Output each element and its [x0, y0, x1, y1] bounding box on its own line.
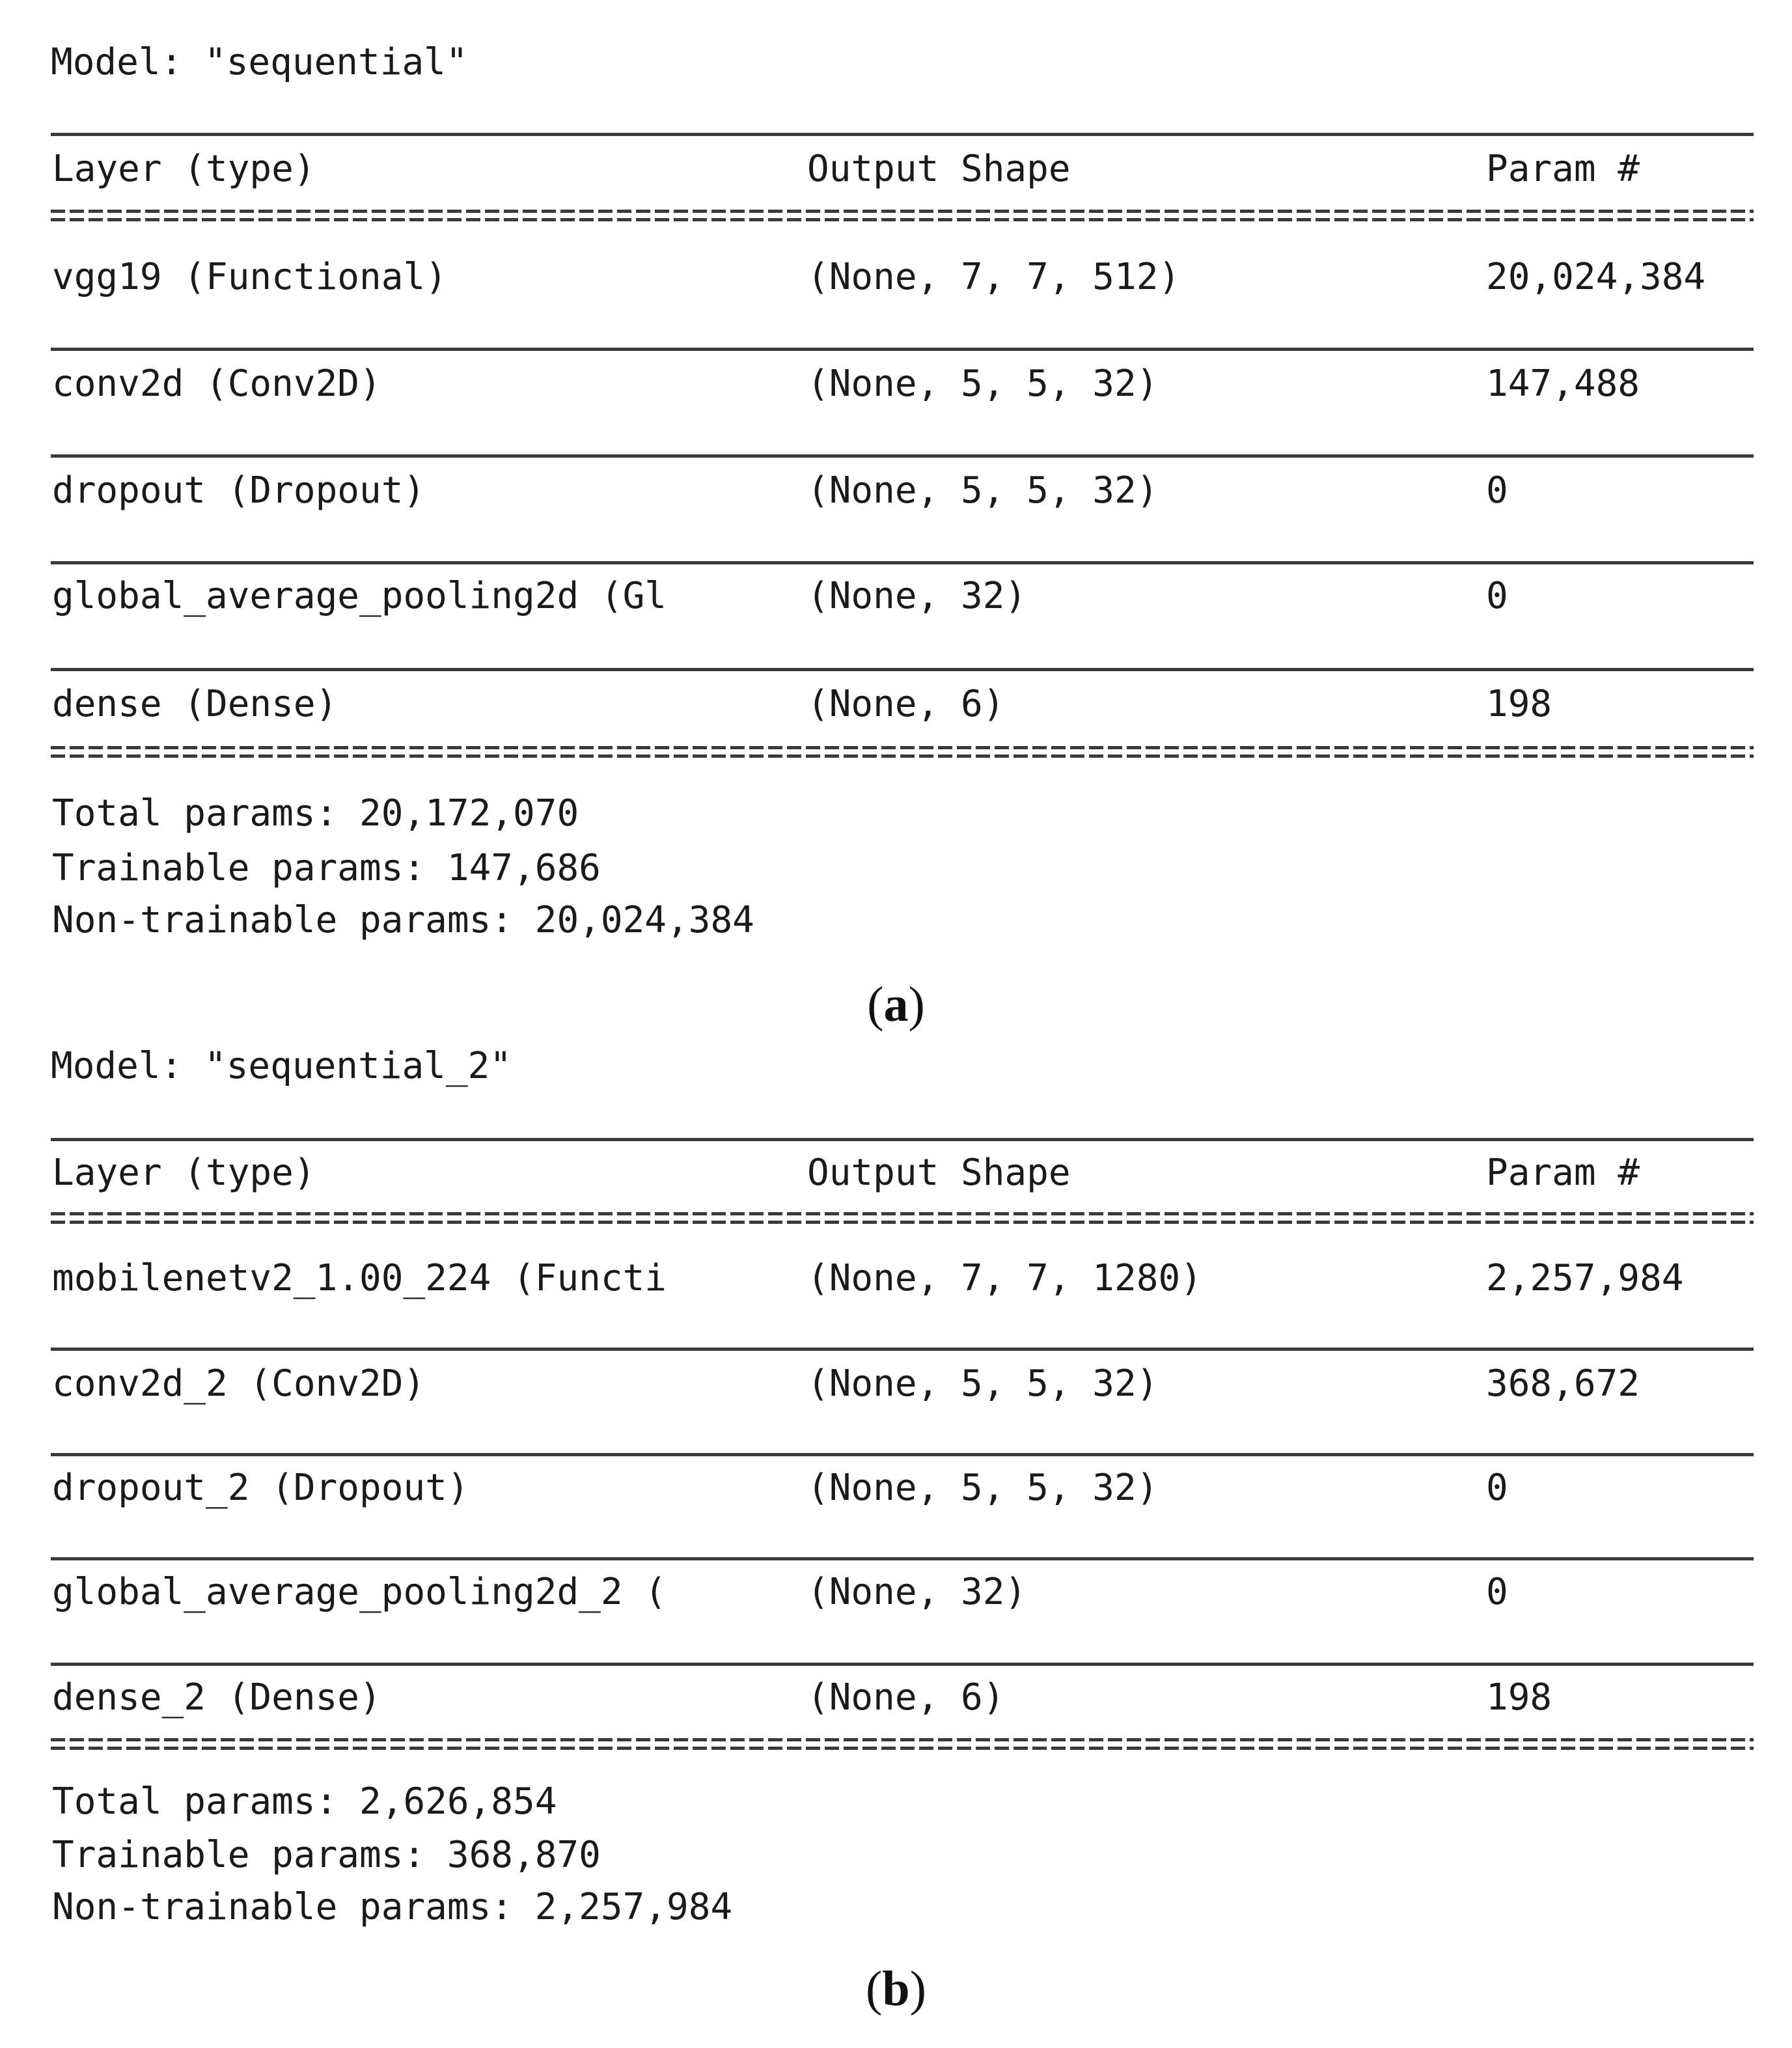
row-separator	[51, 1663, 1754, 1666]
shape-cell: (None, 6)	[807, 1676, 1005, 1719]
total-params: Total params: 2,626,854	[52, 1780, 557, 1823]
shape-cell: (None, 5, 5, 32)	[807, 363, 1159, 405]
trainable-params: Trainable params: 368,870	[52, 1834, 601, 1876]
layer-cell: conv2d_2 (Conv2D)	[52, 1363, 426, 1405]
shape-cell: (None, 7, 7, 512)	[807, 256, 1181, 298]
param-cell: 368,672	[1486, 1363, 1640, 1405]
non-trainable-params: Non-trainable params: 2,257,984	[52, 1886, 733, 1928]
row-separator	[51, 1348, 1754, 1351]
layer-cell: dense_2 (Dense)	[52, 1676, 381, 1719]
param-cell: 198	[1486, 683, 1552, 725]
header-param-count: Param #	[1486, 148, 1640, 190]
header-separator	[51, 208, 1754, 223]
caption-open: (	[867, 977, 884, 1032]
trainable-params: Trainable params: 147,686	[52, 847, 601, 889]
header-layer: Layer (type)	[52, 1152, 316, 1194]
non-trainable-params: Non-trainable params: 20,024,384	[52, 899, 754, 941]
model-title: Model: "sequential"	[51, 41, 468, 83]
header-param-count: Param #	[1486, 1152, 1640, 1194]
caption-letter: a	[883, 977, 909, 1032]
caption-close: )	[908, 977, 925, 1032]
param-cell: 198	[1486, 1676, 1552, 1719]
header-layer: Layer (type)	[52, 148, 316, 190]
layer-cell: dense (Dense)	[52, 683, 338, 725]
footer-separator	[51, 745, 1754, 759]
param-cell: 20,024,384	[1486, 256, 1706, 298]
shape-cell: (None, 5, 5, 32)	[807, 1467, 1159, 1509]
footer-separator	[51, 1737, 1754, 1751]
layer-cell: mobilenetv2_1.00_224 (Functi	[52, 1257, 667, 1299]
shape-cell: (None, 32)	[807, 575, 1027, 617]
panel-caption	[0, 1961, 1792, 2017]
shape-cell: (None, 5, 5, 32)	[807, 1363, 1159, 1405]
row-separator	[51, 668, 1754, 671]
row-separator	[51, 454, 1754, 458]
row-separator	[51, 561, 1754, 564]
model-title: Model: "sequential_2"	[51, 1045, 512, 1087]
layer-cell: conv2d (Conv2D)	[52, 363, 381, 405]
layer-cell: dropout_2 (Dropout)	[52, 1467, 469, 1509]
header-output-shape: Output Shape	[807, 1152, 1071, 1194]
panel-caption	[0, 976, 1792, 1033]
shape-cell: (None, 5, 5, 32)	[807, 469, 1159, 512]
row-separator	[51, 1453, 1754, 1456]
layer-cell: vgg19 (Functional)	[52, 256, 447, 298]
table-top-rule	[51, 1138, 1754, 1141]
param-cell: 0	[1486, 1467, 1508, 1509]
caption-close: )	[909, 1961, 926, 2016]
param-cell: 0	[1486, 1571, 1508, 1613]
param-cell: 147,488	[1486, 363, 1640, 405]
table-top-rule	[51, 133, 1754, 136]
shape-cell: (None, 6)	[807, 683, 1005, 725]
header-separator	[51, 1211, 1754, 1225]
shape-cell: (None, 32)	[807, 1571, 1027, 1613]
caption-open: (	[866, 1961, 883, 2016]
header-output-shape: Output Shape	[807, 148, 1071, 190]
layer-cell: dropout (Dropout)	[52, 469, 426, 512]
param-cell: 0	[1486, 575, 1508, 617]
row-separator	[51, 348, 1754, 351]
layer-cell: global_average_pooling2d (Gl	[52, 575, 667, 617]
layer-cell: global_average_pooling2d_2 (	[52, 1571, 667, 1613]
row-separator	[51, 1557, 1754, 1560]
caption-letter: b	[882, 1961, 910, 2016]
param-cell: 0	[1486, 469, 1508, 512]
total-params: Total params: 20,172,070	[52, 792, 579, 835]
param-cell: 2,257,984	[1486, 1257, 1684, 1299]
shape-cell: (None, 7, 7, 1280)	[807, 1257, 1202, 1299]
